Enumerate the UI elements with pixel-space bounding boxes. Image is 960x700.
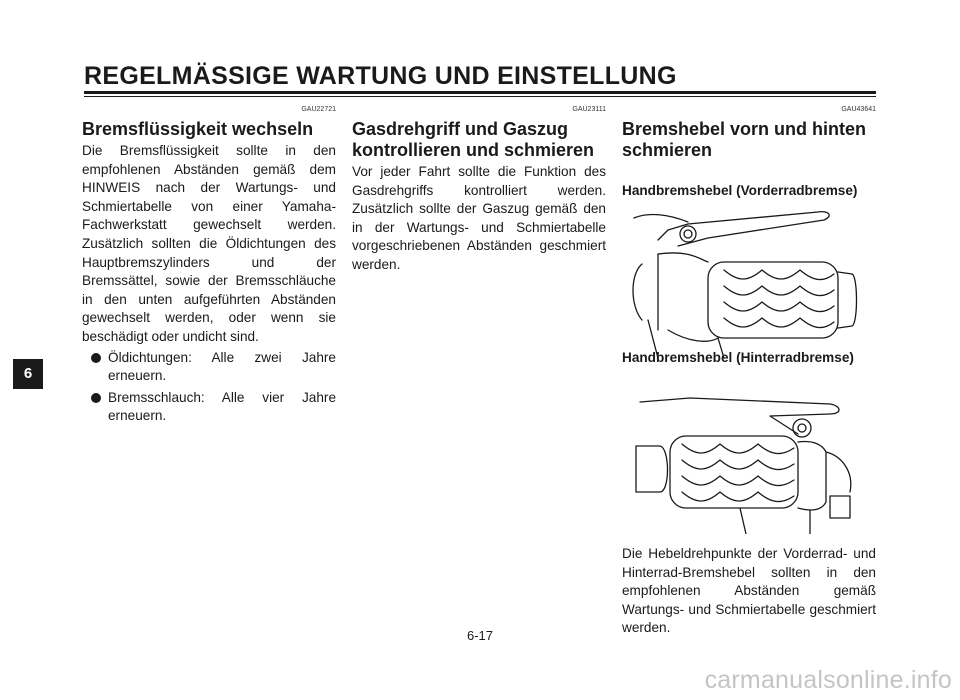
section-brake-levers — [622, 106, 876, 198]
bullet-icon — [91, 353, 101, 363]
section-title: Bremsflüssigkeit wechseln — [82, 119, 314, 139]
header-rule — [84, 91, 876, 94]
section-code: GAU22721 — [301, 106, 336, 113]
page-header-title: REGELMÄSSIGE WARTUNG UND EINSTELLUNG — [84, 62, 677, 90]
header-rule-thin — [84, 96, 876, 97]
page-number: 6-17 — [466, 628, 494, 643]
front-brake-lever-illustration — [628, 210, 864, 358]
subheading-rear-brake: Handbremshebel (Hinterradbremse) — [622, 350, 854, 365]
section-body: Die Hebeldrehpunkte der Vorderrad- und Hinterrad-Bremshebel sollten in den empfohlenen Abständen gemäß Wartungs- und Schmiertabelle geschmiert werden. — [622, 546, 876, 636]
section-brake-fluid — [82, 106, 336, 429]
bullet-item — [82, 349, 336, 386]
bullet-text: Öldichtungen: Alle zwei Jahre erneuern. — [108, 349, 336, 384]
section-title: Bremshebel vorn und hinten schmieren — [622, 119, 867, 160]
bullet-text: Bremsschlauch: Alle vier Jahre erneuern. — [108, 389, 336, 424]
section-code: GAU23111 — [572, 106, 606, 113]
section-body: Die Bremsflüssigkeit sollte in den empfohlenen Abständen gemäß dem HINWEIS nach der Wartungs- und Schmiertabelle von einer Yamaha-Fachwerkstatt gewechselt werden. Zusätzlich sollten die Öldichtungen des Hauptbremszylinders und der Bremssättel, sowie der Bremsschläuche in den unten aufgeführten Abständen gewechselt werden, oder wenn sie beschädigt oder undicht sind. — [82, 143, 336, 344]
bullet-list — [82, 349, 336, 426]
chapter-tab: 6 — [13, 359, 43, 389]
bullet-item — [82, 389, 336, 426]
section-title: Gasdrehgriff und Gaszug kontrollieren und schmieren — [352, 119, 595, 160]
section-body: Vor jeder Fahrt sollte die Funktion des Gasdrehgriffs kontrolliert werden. Zusätzlich sollte der Gaszug gemäß den in der Wartungs- und Schmiertabelle vorgeschriebenen Abständen geschmiert werden. — [352, 164, 606, 272]
rear-brake-lever-illustration — [630, 392, 862, 534]
section-throttle — [352, 106, 606, 275]
subheading-front-brake: Handbremshebel (Vorderradbremse) — [622, 183, 858, 198]
watermark: carmanualsonline.info — [704, 666, 952, 694]
bullet-icon — [91, 393, 101, 403]
section-code: GAU43641 — [841, 106, 876, 113]
